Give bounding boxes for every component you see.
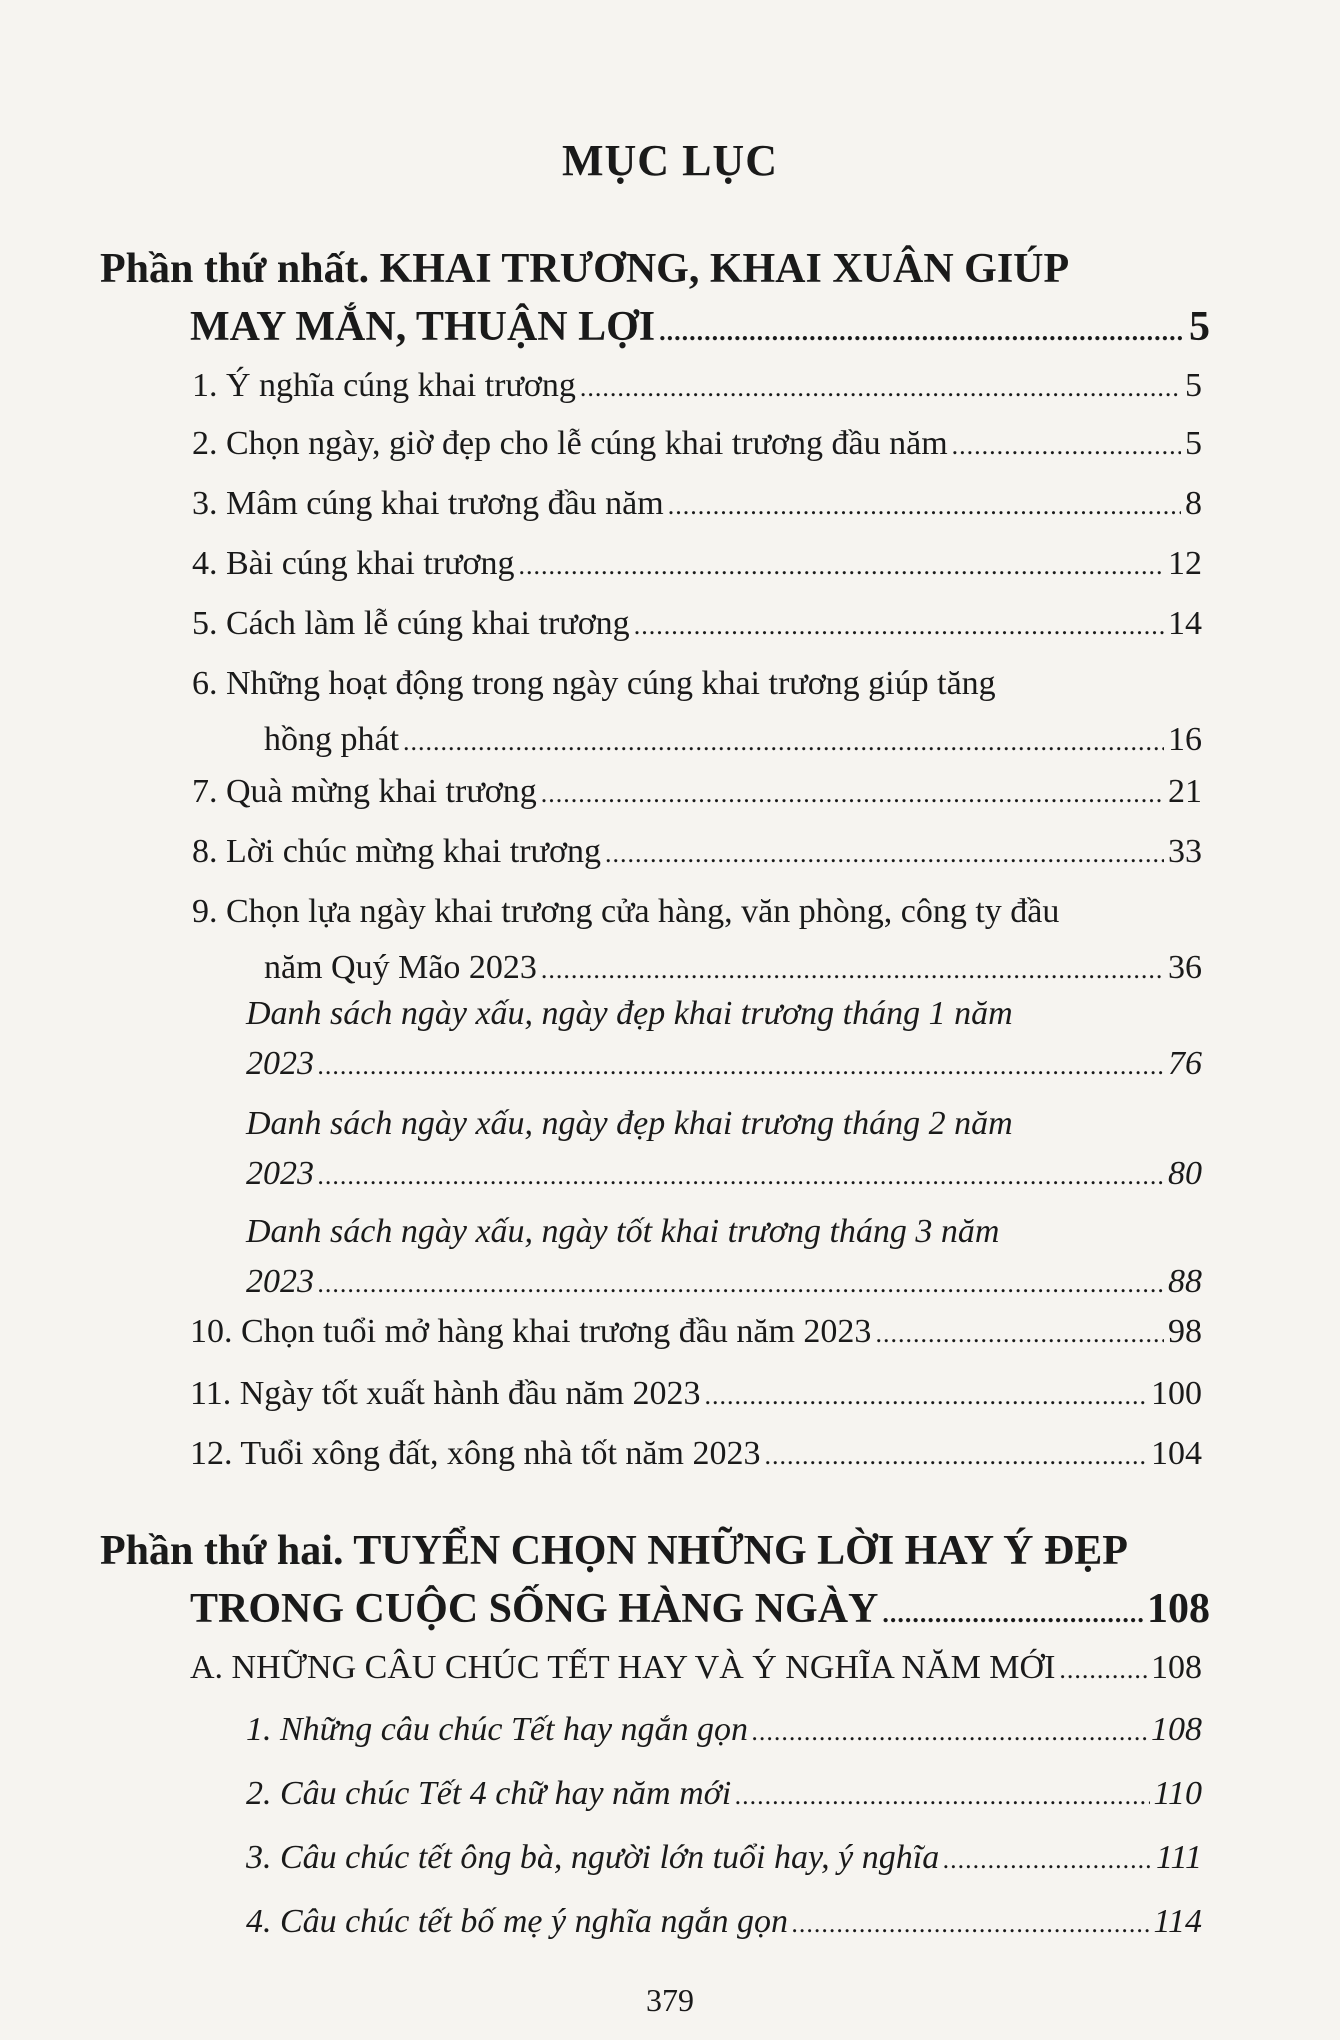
- toc-entry-1[interactable]: 1. Ý nghĩa cúng khai trương ..... 5: [192, 362, 1202, 412]
- part1-heading-line1: Phần thứ nhất. KHAI TRƯƠNG, KHAI XUÂN GIÚP: [100, 246, 1070, 292]
- part1-heading: [100, 240, 1210, 361]
- toc-entry-7[interactable]: 7. Quà mừng khai trương ..... 21: [192, 768, 1202, 818]
- toc-entry-9[interactable]: 9. Chọn lựa ngày khai trương cửa hàng, văn phòng, công ty đầu năm Quý Mão 2023 ..... 36: [192, 888, 1202, 994]
- toc-part2-entry-2[interactable]: 2. Câu chúc Tết 4 chữ hay năm mới ..... 110: [246, 1770, 1202, 1820]
- toc-subentry-month3[interactable]: Danh sách ngày xấu, ngày tốt khai trương tháng 3 năm 2023 ..... 88: [246, 1208, 1202, 1308]
- toc-part2-entry-1[interactable]: 1. Những câu chúc Tết hay ngắn gọn ..... 108: [246, 1706, 1202, 1756]
- toc-entry-3[interactable]: 3. Mâm cúng khai trương đầu năm ..... 8: [192, 480, 1202, 530]
- toc-entry-6[interactable]: 6. Những hoạt động trong ngày cúng khai trương giúp tăng hồng phát ..... 16: [192, 660, 1202, 766]
- part2-heading: [100, 1522, 1210, 1643]
- toc-section-a[interactable]: A. NHỮNG CÂU CHÚC TẾT HAY VÀ Ý NGHĨA NĂM MỚI ..... 108: [190, 1644, 1202, 1694]
- toc-entry-2[interactable]: 2. Chọn ngày, giờ đẹp cho lễ cúng khai trương đầu năm ..... 5: [192, 420, 1202, 470]
- toc-part2-entry-4[interactable]: 4. Câu chúc tết bố mẹ ý nghĩa ngắn gọn ..... 114: [246, 1898, 1202, 1948]
- toc-part2-entry-3[interactable]: 3. Câu chúc tết ông bà, người lớn tuổi hay, ý nghĩa ..... 111: [246, 1834, 1202, 1884]
- toc-entry-8[interactable]: 8. Lời chúc mừng khai trương ..... 33: [192, 828, 1202, 878]
- toc-entry-12[interactable]: 12. Tuổi xông đất, xông nhà tốt năm 2023 ..... 104: [190, 1430, 1202, 1480]
- toc-subentry-month2[interactable]: Danh sách ngày xấu, ngày đẹp khai trương tháng 2 năm 2023 ..... 80: [246, 1100, 1202, 1200]
- part2-heading-line1: Phần thứ hai. TUYỂN CHỌN NHỮNG LỜI HAY Ý ĐẸP: [100, 1528, 1128, 1574]
- toc-entry-11[interactable]: 11. Ngày tốt xuất hành đầu năm 2023 ..... 100: [190, 1370, 1202, 1420]
- page-number: 379: [646, 1982, 694, 2018]
- toc-entry-10[interactable]: 10. Chọn tuổi mở hàng khai trương đầu năm 2023 ..... 98: [190, 1308, 1202, 1358]
- page-title: MỤC LỤC: [562, 136, 778, 185]
- part1-heading-line2: MAY MẮN, THUẬN LỢI ..... 5: [100, 298, 1210, 361]
- toc-entry-5[interactable]: 5. Cách làm lễ cúng khai trương ..... 14: [192, 600, 1202, 650]
- toc-entry-4[interactable]: 4. Bài cúng khai trương ..... 12: [192, 540, 1202, 590]
- toc-subentry-month1[interactable]: Danh sách ngày xấu, ngày đẹp khai trương tháng 1 năm 2023 ..... 76: [246, 990, 1202, 1090]
- part2-heading-line2: TRONG CUỘC SỐNG HÀNG NGÀY ..... 108: [100, 1580, 1210, 1643]
